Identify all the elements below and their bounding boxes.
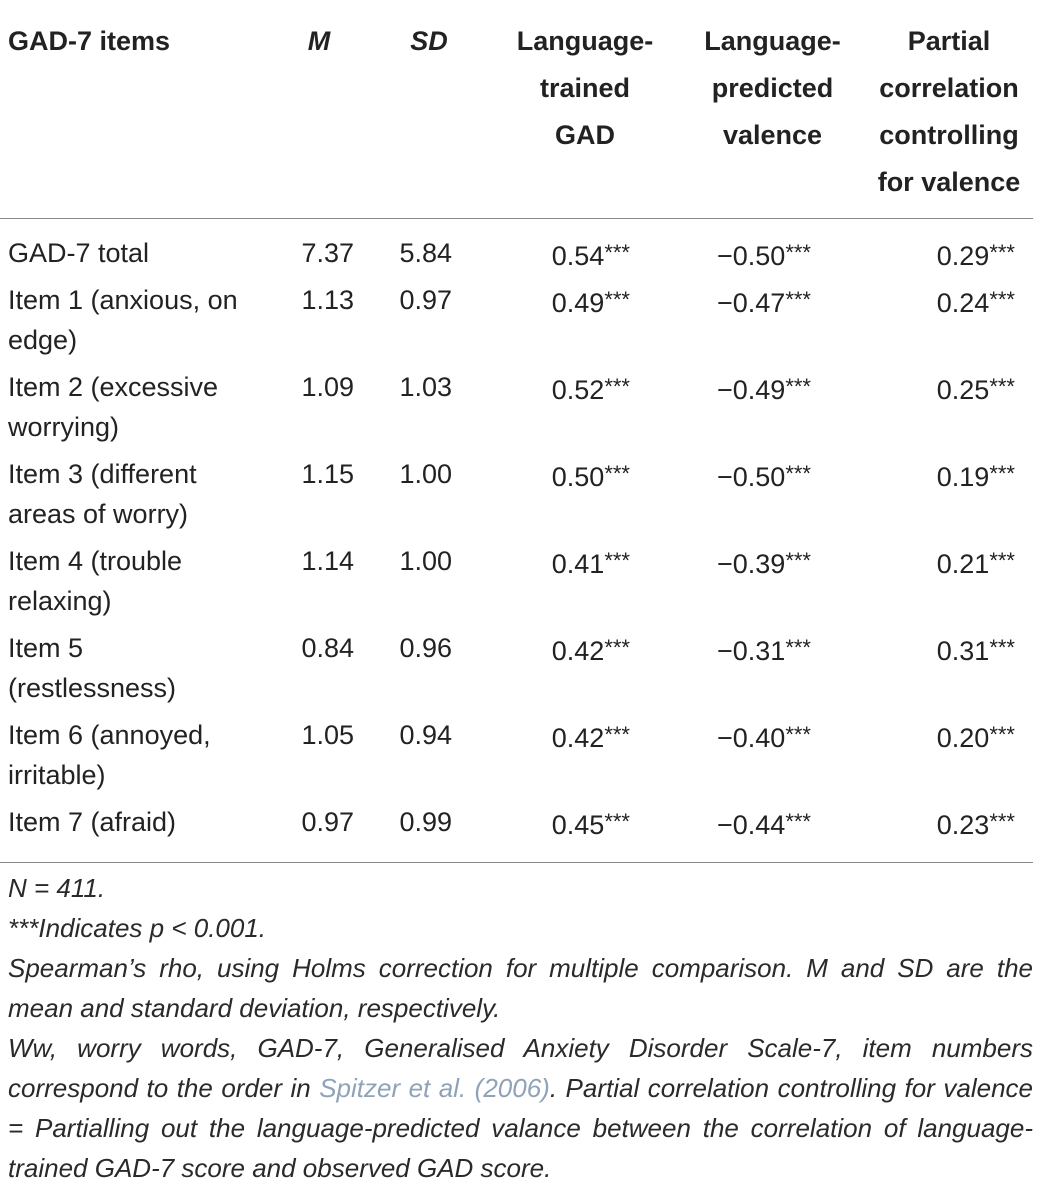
sd-cell: 1.00 [399,459,452,489]
gad-value: 0.42 [551,636,605,666]
valence-value: −0.47 [716,288,786,318]
partial-cell [865,367,1033,454]
significance-stars: *** [604,635,630,660]
valence-value: −0.40 [716,723,786,753]
significance-stars: *** [604,548,630,573]
item-line: Item 5 [8,633,84,663]
item-cell [0,715,270,802]
mean-cell: 1.09 [301,372,354,402]
header-language-trained-gad [490,0,680,219]
mean-cell: 1.14 [301,546,354,576]
significance-stars: *** [604,240,630,265]
item-cell [0,454,270,541]
significance-stars: *** [785,240,811,265]
note-abbrev-text-cont: . Partial correlation controlling for valence = Partialling out the language-predicted valance between the correlation of language-trained GAD-7 score and observed GAD score. [8,1073,1033,1183]
note-significance: ***Indicates p < 0.001. [8,913,267,943]
sd-cell: 0.94 [399,720,452,750]
item-line: GAD-7 total [8,238,150,268]
partial-value: 0.24 [936,288,990,318]
significance-stars: *** [989,461,1015,486]
mean-cell: 1.05 [301,720,354,750]
valence-value: −0.50 [716,241,786,271]
partial-cell [865,454,1033,541]
header-line: Language- [516,26,654,56]
mean-cell: 1.15 [301,459,354,489]
valence-value: −0.31 [716,636,786,666]
sd-cell: 1.03 [399,372,452,402]
partial-value: 0.25 [936,375,990,405]
mean-cell: 0.97 [301,807,354,837]
significance-stars: *** [604,461,630,486]
valence-value: −0.39 [716,549,786,579]
partial-cell [865,219,1033,281]
gad-cell [490,715,680,802]
header-line: valence [722,120,823,150]
header-line: predicted [711,73,834,103]
header-line: Partial [907,26,991,56]
significance-stars: *** [989,548,1015,573]
header-line: for valence [877,167,1021,197]
item-line: (restlessness) [8,673,177,703]
gad-value: 0.45 [551,810,605,840]
citation-link[interactable]: Spitzer et al. (2006) [319,1073,550,1103]
gad-cell [490,219,680,281]
valence-cell [680,280,865,367]
partial-value: 0.20 [936,723,990,753]
partial-cell [865,280,1033,367]
gad-cell [490,802,680,863]
significance-stars: *** [604,722,630,747]
partial-value: 0.19 [936,462,990,492]
header-language-predicted-valence [680,0,865,219]
sd-cell: 0.97 [399,285,452,315]
gad-value: 0.54 [551,241,605,271]
header-line: correlation [879,73,1019,103]
significance-stars: *** [785,287,811,312]
item-cell [0,628,270,715]
item-cell [0,367,270,454]
mean-cell: 0.84 [301,633,354,663]
gad-cell [490,454,680,541]
gad-cell [490,628,680,715]
note-abbreviations [8,1028,1033,1188]
valence-cell [680,367,865,454]
item-line: Item 1 (anxious, on [8,285,238,315]
header-mean: M [307,26,331,56]
item-line: Item 4 (trouble [8,546,183,576]
significance-stars: *** [785,809,811,834]
significance-stars: *** [604,374,630,399]
header-line: trained [539,73,631,103]
significance-stars: *** [989,287,1015,312]
valence-value: −0.44 [716,810,786,840]
partial-cell [865,628,1033,715]
valence-cell [680,628,865,715]
item-line: relaxing) [8,586,112,616]
sd-cell: 0.96 [399,633,452,663]
partial-cell [865,715,1033,802]
gad-cell [490,367,680,454]
significance-stars: *** [989,374,1015,399]
significance-stars: *** [989,809,1015,834]
table-row [0,802,1033,863]
mean-cell: 1.13 [301,285,354,315]
partial-value: 0.21 [936,549,990,579]
gad-value: 0.41 [551,549,605,579]
significance-stars: *** [989,240,1015,265]
table-row [0,715,1033,802]
table-notes [8,868,1033,1188]
partial-cell [865,802,1033,863]
table-row [0,219,1033,281]
gad-value: 0.52 [551,375,605,405]
header-sd: SD [410,26,448,56]
header-line: Language- [704,26,841,56]
gad-value: 0.42 [551,723,605,753]
valence-cell [680,802,865,863]
sd-cell: 0.99 [399,807,452,837]
valence-value: −0.50 [716,462,786,492]
gad-value: 0.50 [551,462,605,492]
item-line: edge) [8,325,78,355]
header-line: controlling [879,120,1019,150]
table-row [0,367,1033,454]
significance-stars: *** [989,722,1015,747]
partial-cell [865,541,1033,628]
significance-stars: *** [604,287,630,312]
table-row [0,280,1033,367]
significance-stars: *** [989,635,1015,660]
valence-cell [680,219,865,281]
sd-cell: 5.84 [399,238,452,268]
note-method: Spearman’s rho, using Holms correction for multiple comparison. M and SD are the mean and standard deviation, respectively. [8,953,1033,1023]
significance-stars: *** [785,722,811,747]
header-partial-correlation [865,0,1033,219]
item-line: Item 7 (afraid) [8,807,177,837]
note-abbrev-text: Ww, worry words, GAD-7, Generalised Anxiety Disorder Scale-7, item numbers correspond to the order in [8,1033,1033,1103]
table-row [0,541,1033,628]
significance-stars: *** [785,461,811,486]
significance-stars: *** [785,548,811,573]
item-cell [0,541,270,628]
table-row [0,628,1033,715]
item-line: Item 3 (different [8,459,197,489]
header-gad7-items: GAD-7 items [8,26,171,56]
item-line: Item 2 (excessive [8,372,219,402]
significance-stars: *** [604,809,630,834]
valence-cell [680,454,865,541]
partial-value: 0.23 [936,810,990,840]
sd-cell: 1.00 [399,546,452,576]
table-row [0,454,1033,541]
item-line: areas of worry) [8,499,189,529]
header-line: GAD [555,120,615,150]
item-line: worrying) [8,412,120,442]
significance-stars: *** [785,635,811,660]
valence-cell [680,715,865,802]
significance-stars: *** [785,374,811,399]
valence-value: −0.49 [716,375,786,405]
partial-value: 0.31 [936,636,990,666]
partial-value: 0.29 [936,241,990,271]
gad-value: 0.49 [551,288,605,318]
item-line: irritable) [8,760,106,790]
item-cell [0,802,270,863]
gad-cell [490,541,680,628]
valence-cell [680,541,865,628]
note-sample-size: N = 411. [8,873,106,903]
table-body [0,219,1033,863]
gad-cell [490,280,680,367]
item-cell [0,219,270,281]
mean-cell: 7.37 [301,238,354,268]
item-cell [0,280,270,367]
table-header-row [0,0,1033,219]
item-line: Item 6 (annoyed, [8,720,211,750]
